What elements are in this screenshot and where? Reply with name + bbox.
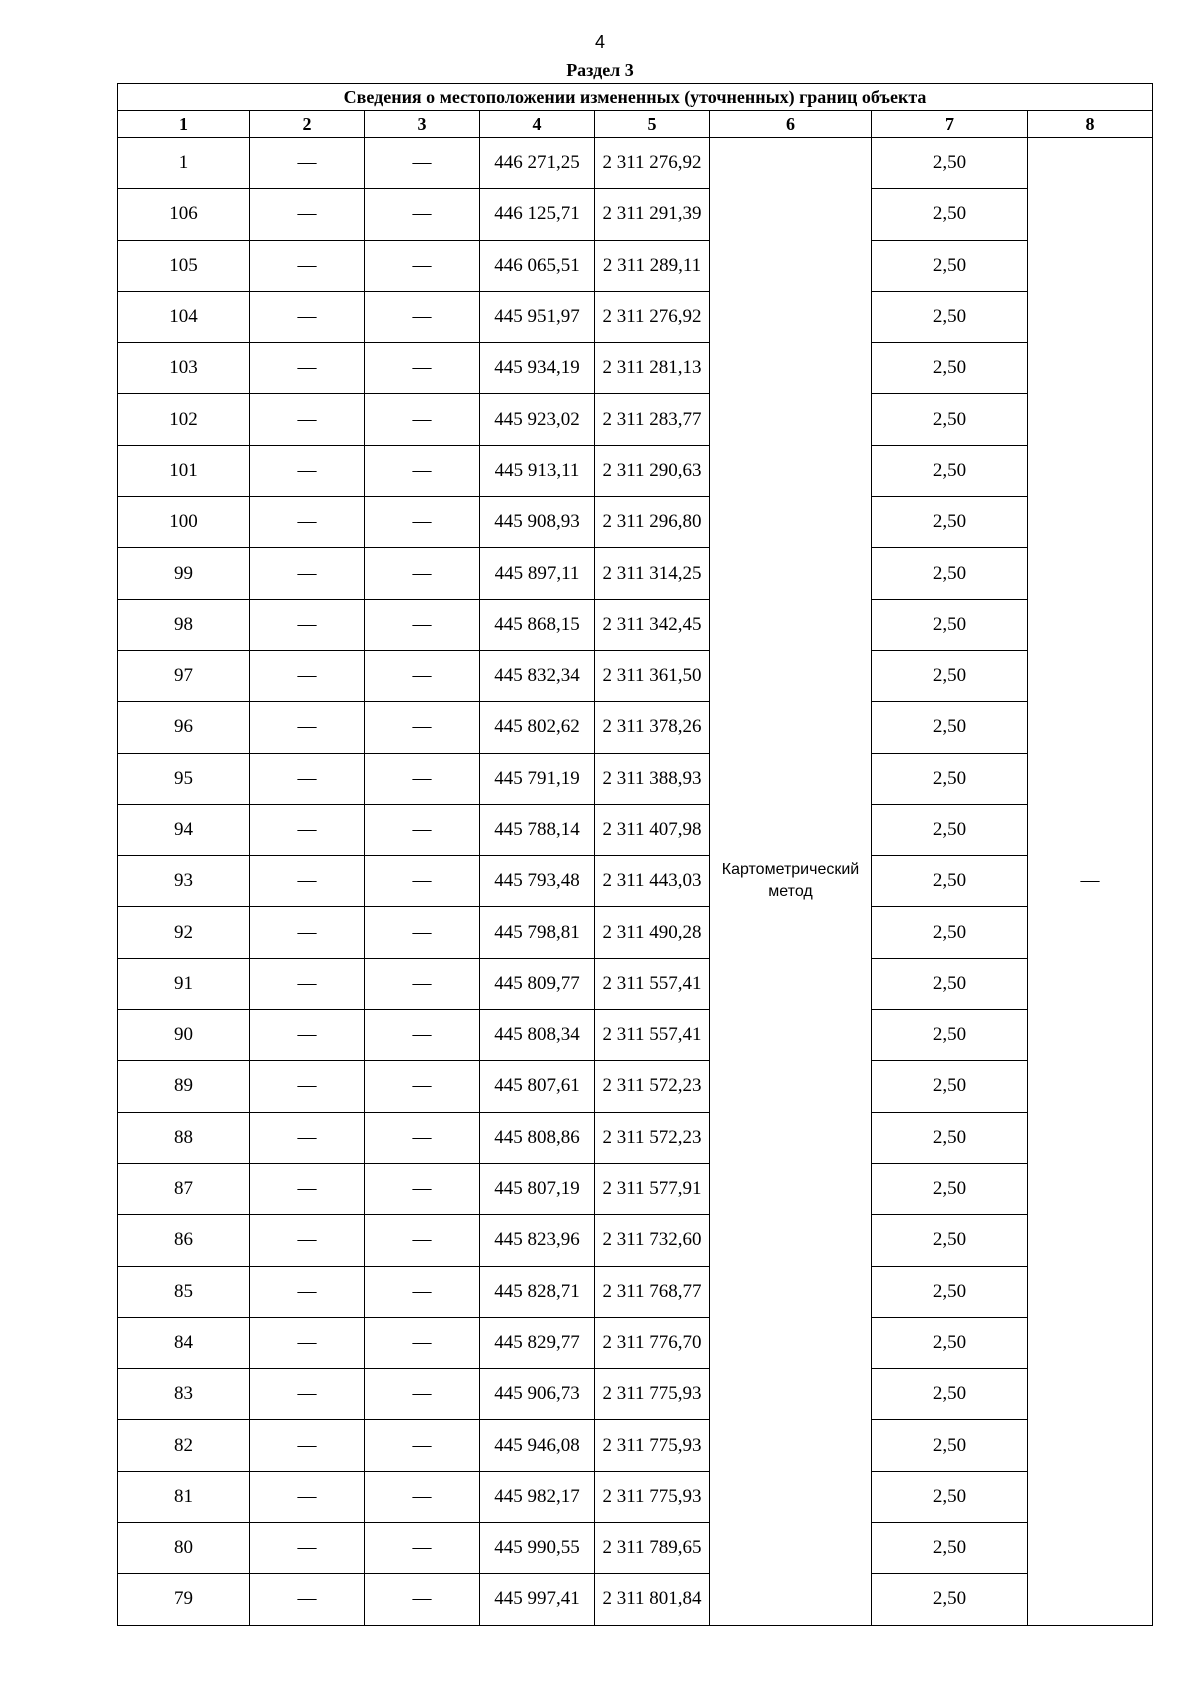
column-2-cell: — [250,343,365,394]
accuracy-cell: 2,50 [872,1317,1028,1368]
x-coordinate-cell: 446 125,71 [480,189,595,240]
table-row [118,1523,1153,1574]
column-3-cell: — [365,291,480,342]
column-header: 8 [1028,111,1153,138]
column-2-cell: — [250,907,365,958]
y-coordinate-cell: 2 311 768,77 [595,1266,710,1317]
column-3-cell: — [365,1215,480,1266]
y-coordinate-cell: 2 311 290,63 [595,445,710,496]
point-number-cell: 88 [118,1112,250,1163]
accuracy-cell: 2,50 [872,804,1028,855]
column-3-cell: — [365,1112,480,1163]
y-coordinate-cell: 2 311 776,70 [595,1317,710,1368]
y-coordinate-cell: 2 311 314,25 [595,548,710,599]
point-number-cell: 103 [118,343,250,394]
table-row [118,548,1153,599]
table-row [118,497,1153,548]
column-2-cell: — [250,1574,365,1625]
x-coordinate-cell: 445 808,34 [480,1010,595,1061]
column-2-cell: — [250,445,365,496]
accuracy-cell: 2,50 [872,394,1028,445]
column-2-cell: — [250,1471,365,1522]
point-number-cell: 92 [118,907,250,958]
column-3-cell: — [365,189,480,240]
accuracy-cell: 2,50 [872,291,1028,342]
x-coordinate-cell: 445 923,02 [480,394,595,445]
point-number-cell: 90 [118,1010,250,1061]
point-number-cell: 93 [118,856,250,907]
column-2-cell: — [250,1266,365,1317]
point-number-cell: 82 [118,1420,250,1471]
column-2-cell: — [250,189,365,240]
point-number-cell: 104 [118,291,250,342]
x-coordinate-cell: 445 798,81 [480,907,595,958]
x-coordinate-cell: 445 997,41 [480,1574,595,1625]
table-row [118,856,1153,907]
table-body [118,138,1153,1626]
column-3-cell: — [365,445,480,496]
table-row [118,138,1153,189]
table-row [118,189,1153,240]
point-number-cell: 84 [118,1317,250,1368]
page-number: 4 [594,32,605,52]
column-2-cell: — [250,958,365,1009]
column-2-cell: — [250,1061,365,1112]
column-3-cell: — [365,1317,480,1368]
x-coordinate-cell: 445 802,62 [480,702,595,753]
y-coordinate-cell: 2 311 388,93 [595,753,710,804]
column-2-cell: — [250,804,365,855]
column-3-cell: — [365,702,480,753]
y-coordinate-cell: 2 311 283,77 [595,394,710,445]
y-coordinate-cell: 2 311 557,41 [595,958,710,1009]
accuracy-cell: 2,50 [872,702,1028,753]
column-3-cell: — [365,548,480,599]
column-3-cell: — [365,240,480,291]
column-2-cell: — [250,1112,365,1163]
point-number-cell: 97 [118,650,250,701]
x-coordinate-cell: 445 982,17 [480,1471,595,1522]
column-2-cell: — [250,394,365,445]
y-coordinate-cell: 2 311 572,23 [595,1112,710,1163]
y-coordinate-cell: 2 311 281,13 [595,343,710,394]
table-row [118,445,1153,496]
y-coordinate-cell: 2 311 775,93 [595,1471,710,1522]
x-coordinate-cell: 445 951,97 [480,291,595,342]
column-header: 7 [872,111,1028,138]
y-coordinate-cell: 2 311 775,93 [595,1420,710,1471]
point-number-cell: 80 [118,1523,250,1574]
accuracy-cell: 2,50 [872,497,1028,548]
y-coordinate-cell: 2 311 577,91 [595,1163,710,1214]
y-coordinate-cell: 2 311 361,50 [595,650,710,701]
accuracy-cell: 2,50 [872,1061,1028,1112]
column-2-cell: — [250,856,365,907]
x-coordinate-cell: 445 828,71 [480,1266,595,1317]
accuracy-cell: 2,50 [872,1215,1028,1266]
accuracy-cell: 2,50 [872,1112,1028,1163]
table-row [118,1420,1153,1471]
point-number-cell: 102 [118,394,250,445]
table-row [118,753,1153,804]
column-header: 6 [710,111,872,138]
point-number-cell: 1 [118,138,250,189]
table-row [118,394,1153,445]
column-3-cell: — [365,497,480,548]
x-coordinate-cell: 445 808,86 [480,1112,595,1163]
x-coordinate-cell: 445 807,19 [480,1163,595,1214]
column-3-cell: — [365,1574,480,1625]
point-number-cell: 99 [118,548,250,599]
column-2-cell: — [250,702,365,753]
y-coordinate-cell: 2 311 276,92 [595,138,710,189]
column-3-cell: — [365,1369,480,1420]
point-number-cell: 81 [118,1471,250,1522]
table-row [118,1266,1153,1317]
y-coordinate-cell: 2 311 407,98 [595,804,710,855]
column-3-cell: — [365,599,480,650]
table-row [118,1215,1153,1266]
accuracy-cell: 2,50 [872,856,1028,907]
table-row [118,1010,1153,1061]
section-title: Раздел 3 [566,60,634,80]
table-row [118,702,1153,753]
y-coordinate-cell: 2 311 291,39 [595,189,710,240]
x-coordinate-cell: 445 934,19 [480,343,595,394]
point-number-cell: 86 [118,1215,250,1266]
table-row [118,1369,1153,1420]
column-2-cell: — [250,1523,365,1574]
accuracy-cell: 2,50 [872,650,1028,701]
x-coordinate-cell: 445 823,96 [480,1215,595,1266]
point-number-cell: 79 [118,1574,250,1625]
column-3-cell: — [365,343,480,394]
column-3-cell: — [365,394,480,445]
column-2-cell: — [250,138,365,189]
column-2-cell: — [250,650,365,701]
accuracy-cell: 2,50 [872,958,1028,1009]
y-coordinate-cell: 2 311 557,41 [595,1010,710,1061]
column-3-cell: — [365,958,480,1009]
accuracy-cell: 2,50 [872,1266,1028,1317]
x-coordinate-cell: 445 868,15 [480,599,595,650]
table-row [118,240,1153,291]
table-row [118,907,1153,958]
x-coordinate-cell: 446 271,25 [480,138,595,189]
method-cell: Картометрический метод [710,138,872,1626]
column-2-cell: — [250,548,365,599]
column-3-cell: — [365,138,480,189]
column-2-cell: — [250,240,365,291]
x-coordinate-cell: 445 913,11 [480,445,595,496]
table-row [118,958,1153,1009]
point-number-cell: 87 [118,1163,250,1214]
boundary-coordinates-table [117,83,1153,1626]
column-header: 3 [365,111,480,138]
column-header: 1 [118,111,250,138]
column-3-cell: — [365,1010,480,1061]
x-coordinate-cell: 445 897,11 [480,548,595,599]
y-coordinate-cell: 2 311 296,80 [595,497,710,548]
x-coordinate-cell: 446 065,51 [480,240,595,291]
x-coordinate-cell: 445 809,77 [480,958,595,1009]
table-row [118,343,1153,394]
column-3-cell: — [365,1061,480,1112]
point-number-cell: 96 [118,702,250,753]
column-3-cell: — [365,753,480,804]
accuracy-cell: 2,50 [872,240,1028,291]
y-coordinate-cell: 2 311 789,65 [595,1523,710,1574]
column-2-cell: — [250,1010,365,1061]
point-number-cell: 85 [118,1266,250,1317]
accuracy-cell: 2,50 [872,1523,1028,1574]
column-3-cell: — [365,1266,480,1317]
y-coordinate-cell: 2 311 378,26 [595,702,710,753]
point-number-cell: 83 [118,1369,250,1420]
column-2-cell: — [250,497,365,548]
x-coordinate-cell: 445 829,77 [480,1317,595,1368]
accuracy-cell: 2,50 [872,138,1028,189]
point-number-cell: 95 [118,753,250,804]
table-row [118,1061,1153,1112]
column-header: 2 [250,111,365,138]
accuracy-cell: 2,50 [872,1420,1028,1471]
table-row [118,1112,1153,1163]
column-header: 5 [595,111,710,138]
table-row [118,1163,1153,1214]
column-2-cell: — [250,1215,365,1266]
y-coordinate-cell: 2 311 443,03 [595,856,710,907]
x-coordinate-cell: 445 832,34 [480,650,595,701]
accuracy-cell: 2,50 [872,599,1028,650]
column-3-cell: — [365,1471,480,1522]
accuracy-cell: 2,50 [872,1574,1028,1625]
accuracy-cell: 2,50 [872,343,1028,394]
y-coordinate-cell: 2 311 732,60 [595,1215,710,1266]
x-coordinate-cell: 445 990,55 [480,1523,595,1574]
y-coordinate-cell: 2 311 801,84 [595,1574,710,1625]
accuracy-cell: 2,50 [872,1163,1028,1214]
table-caption: Сведения о местоположении измененных (уточненных) границ объекта [118,84,1153,111]
column-2-cell: — [250,291,365,342]
x-coordinate-cell: 445 946,08 [480,1420,595,1471]
y-coordinate-cell: 2 311 276,92 [595,291,710,342]
point-number-cell: 100 [118,497,250,548]
table-row [118,1574,1153,1625]
x-coordinate-cell: 445 791,19 [480,753,595,804]
point-number-cell: 94 [118,804,250,855]
y-coordinate-cell: 2 311 775,93 [595,1369,710,1420]
point-number-cell: 98 [118,599,250,650]
accuracy-cell: 2,50 [872,548,1028,599]
accuracy-cell: 2,50 [872,445,1028,496]
column-3-cell: — [365,907,480,958]
table-row [118,804,1153,855]
column-3-cell: — [365,804,480,855]
column-3-cell: — [365,1523,480,1574]
column-2-cell: — [250,753,365,804]
table-row [118,1471,1153,1522]
x-coordinate-cell: 445 793,48 [480,856,595,907]
y-coordinate-cell: 2 311 342,45 [595,599,710,650]
y-coordinate-cell: 2 311 289,11 [595,240,710,291]
x-coordinate-cell: 445 788,14 [480,804,595,855]
column-2-cell: — [250,1317,365,1368]
column-3-cell: — [365,856,480,907]
point-number-cell: 89 [118,1061,250,1112]
accuracy-cell: 2,50 [872,189,1028,240]
accuracy-cell: 2,50 [872,907,1028,958]
x-coordinate-cell: 445 908,93 [480,497,595,548]
table-row [118,650,1153,701]
column-3-cell: — [365,1420,480,1471]
accuracy-cell: 2,50 [872,1010,1028,1061]
table-row [118,291,1153,342]
y-coordinate-cell: 2 311 572,23 [595,1061,710,1112]
accuracy-cell: 2,50 [872,753,1028,804]
column-header: 4 [480,111,595,138]
x-coordinate-cell: 445 906,73 [480,1369,595,1420]
point-number-cell: 105 [118,240,250,291]
accuracy-cell: 2,50 [872,1369,1028,1420]
column-3-cell: — [365,1163,480,1214]
table-row [118,599,1153,650]
accuracy-cell: 2,50 [872,1471,1028,1522]
column-3-cell: — [365,650,480,701]
table-row [118,1317,1153,1368]
column-2-cell: — [250,1420,365,1471]
point-number-cell: 91 [118,958,250,1009]
column-2-cell: — [250,1369,365,1420]
column-2-cell: — [250,1163,365,1214]
point-number-cell: 106 [118,189,250,240]
column-2-cell: — [250,599,365,650]
y-coordinate-cell: 2 311 490,28 [595,907,710,958]
column-8-cell: — [1028,138,1153,1626]
x-coordinate-cell: 445 807,61 [480,1061,595,1112]
point-number-cell: 101 [118,445,250,496]
